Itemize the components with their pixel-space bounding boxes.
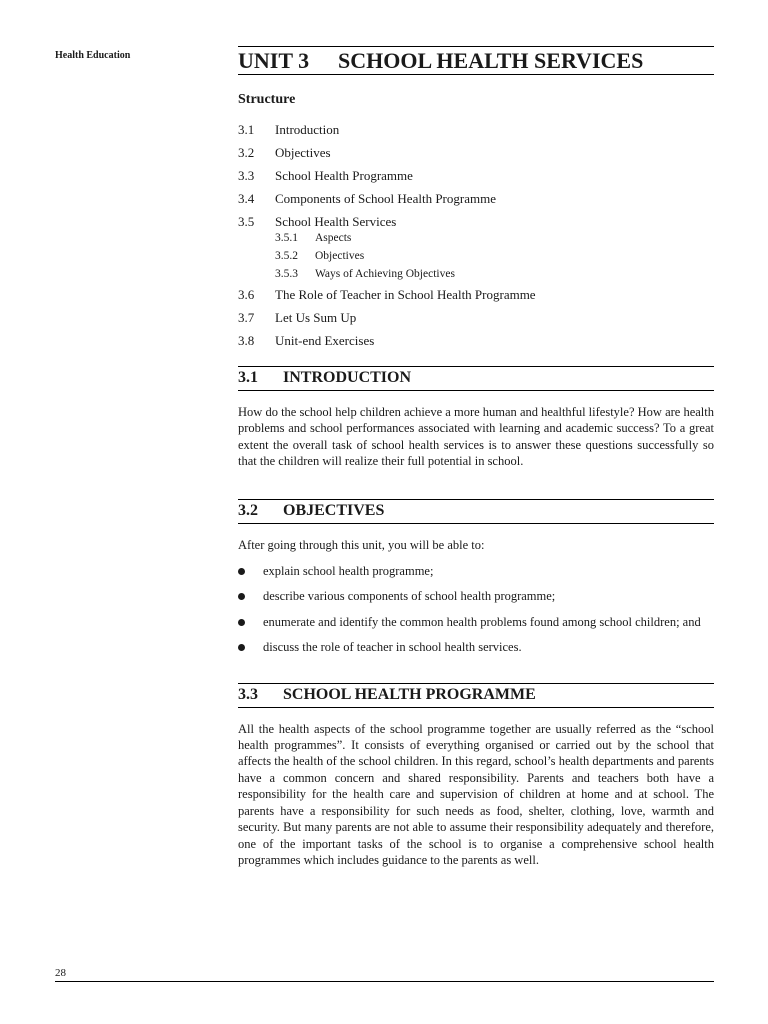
section-heading-introduction — [238, 366, 714, 391]
objective-item — [238, 614, 714, 630]
toc-label: The Role of Teacher in School Health Programme — [275, 287, 536, 302]
page-number: 28 — [55, 967, 66, 979]
section-number: 3.3 — [238, 685, 258, 703]
objectives-list — [238, 563, 714, 656]
toc-number: 3.4 — [238, 191, 255, 206]
toc-number: 3.7 — [238, 310, 255, 325]
section-title: INTRODUCTION — [283, 369, 412, 386]
page-content — [238, 46, 714, 868]
bullet-icon — [238, 568, 245, 575]
toc-number: 3.6 — [238, 287, 255, 302]
objective-text: describe various components of school health programme; — [263, 589, 556, 604]
toc-subitem — [275, 231, 714, 245]
toc-sub-label: Aspects — [315, 232, 352, 244]
structure-list — [238, 122, 714, 348]
toc-number: 3.8 — [238, 333, 255, 348]
section-title: OBJECTIVES — [283, 501, 385, 519]
toc-item — [238, 191, 714, 206]
unit-title-text: SCHOOL HEALTH SERVICES — [338, 48, 644, 73]
toc-label: Let Us Sum Up — [275, 310, 357, 325]
toc-item — [238, 310, 714, 325]
objective-item — [238, 588, 714, 604]
toc-sub-label: Ways of Achieving Objectives — [315, 268, 455, 280]
toc-number: 3.3 — [238, 168, 255, 183]
toc-sub-label: Objectives — [315, 250, 365, 262]
objectives-lead: After going through this unit, you will be able to: — [238, 537, 485, 552]
toc-number: 3.2 — [238, 145, 255, 160]
structure-heading: Structure — [238, 92, 296, 107]
footer-rule — [55, 981, 714, 982]
introduction-paragraph: How do the school help children achieve a more human and healthful lifestyle? How are health problems and school performances associated with learning and academic success? To a great extent the overall task of school health services is to answer these questions successfully so that the children will realize their full potential in school. — [238, 405, 714, 469]
running-header: Health Education — [55, 50, 131, 61]
toc-sublist — [275, 231, 714, 281]
bullet-icon — [238, 619, 245, 626]
section-title: SCHOOL HEALTH PROGRAMME — [283, 685, 536, 703]
section-number: 3.1 — [238, 369, 258, 386]
toc-number: 3.5 — [238, 214, 255, 229]
toc-subitem — [275, 249, 714, 263]
programme-paragraph: All the health aspects of the school programme together are usually referred as the “school health programmes”. It consists of everything organised or carried out by the school that affects the health of the school children. In this regard, school’s health departments and parents have a common concern and shared responsibility. Parents and teachers both have a responsibility for the health care and supervision of children at home and at school. The parents have a responsibility for such needs as food, shelter, clothing, love, warmth and security. But many parents are not able to assume their responsibility adequately and therefore, one of the important tasks of the school is to organise a comprehensive school health programmes which includes guidance to the parents as well. — [238, 721, 714, 867]
bullet-icon — [238, 644, 245, 651]
toc-sub-number: 3.5.1 — [275, 232, 298, 244]
toc-label: Unit-end Exercises — [275, 333, 375, 348]
toc-item — [238, 333, 714, 348]
toc-label: Components of School Health Programme — [275, 191, 496, 206]
toc-item — [238, 168, 714, 183]
toc-sub-number: 3.5.3 — [275, 268, 298, 280]
unit-title — [238, 46, 714, 75]
toc-label: Objectives — [275, 145, 331, 160]
toc-sub-number: 3.5.2 — [275, 250, 298, 262]
objective-item — [238, 563, 714, 579]
objective-text: explain school health programme; — [263, 564, 434, 579]
section-number: 3.2 — [238, 501, 258, 519]
bullet-icon — [238, 593, 245, 600]
toc-label: School Health Programme — [275, 168, 413, 183]
section-heading-objectives — [238, 499, 714, 524]
toc-item — [238, 145, 714, 160]
toc-item — [238, 287, 714, 302]
toc-subitem — [275, 267, 714, 281]
unit-number: UNIT 3 — [238, 48, 310, 73]
objective-item — [238, 639, 714, 655]
objective-text: enumerate and identify the common health problems found among school children; and — [263, 614, 701, 629]
toc-item — [238, 122, 714, 137]
toc-item — [238, 214, 714, 281]
objective-text: discuss the role of teacher in school health services. — [263, 640, 522, 655]
toc-label: Introduction — [275, 122, 340, 137]
toc-label: School Health Services — [275, 214, 397, 229]
section-heading-school-health-programme — [238, 683, 714, 708]
toc-number: 3.1 — [238, 122, 255, 137]
